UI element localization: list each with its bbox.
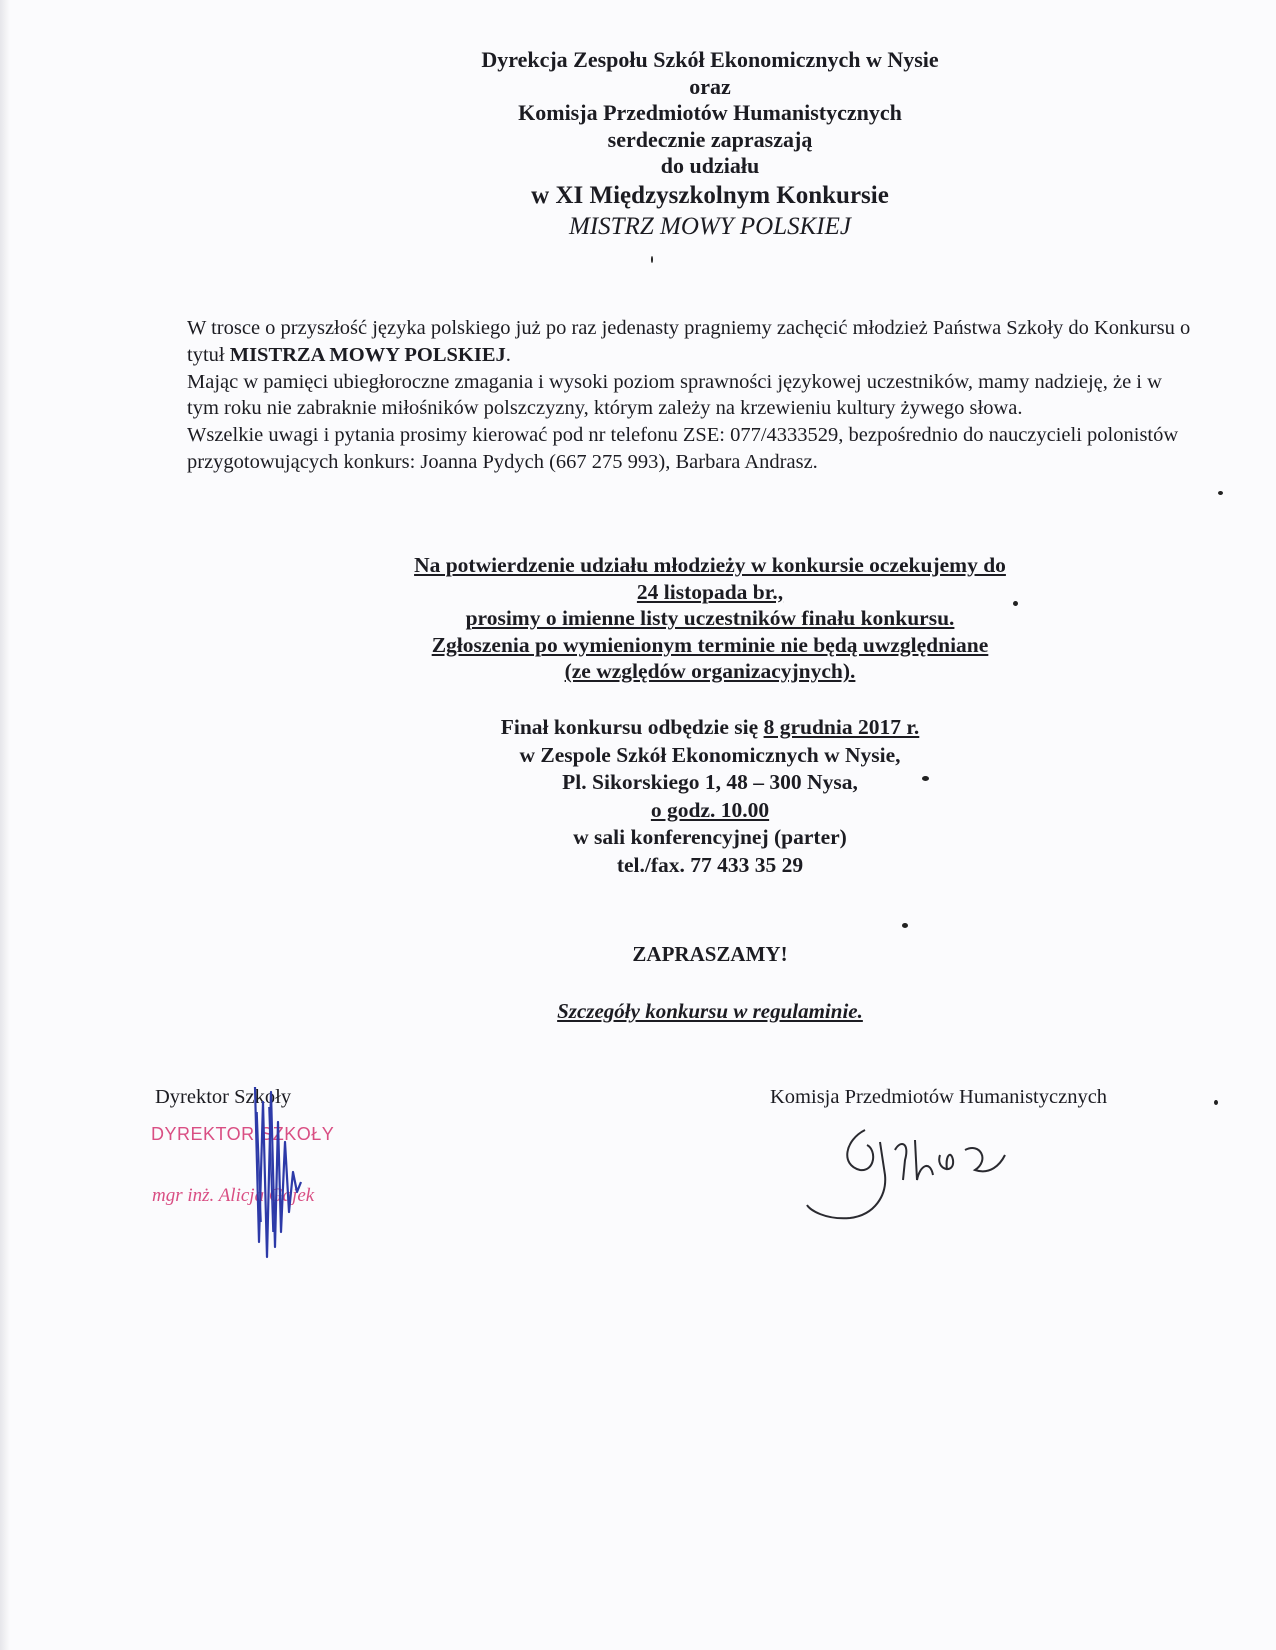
stamp-name: mgr inż. Alicja Gajek [152, 1185, 315, 1206]
scan-speck [651, 256, 653, 263]
final-line-1 [0, 714, 1276, 742]
header-line-4: serdecznie zapraszają [607, 126, 813, 152]
confirm-line-1: Na potwierdzenie udziału młodzieży w konkursie oczekujemy do [414, 553, 1006, 577]
final-line-2: w Zespole Szkół Ekonomicznych w Nysie, [519, 742, 901, 767]
scan-speck [902, 923, 908, 928]
paragraph-1-bold: MISTRZA MOWY POLSKIEJ [229, 343, 506, 366]
director-signature [215, 1082, 325, 1272]
contest-title: MISTRZ MOWY POLSKIEJ [569, 212, 851, 240]
scan-speck [922, 776, 929, 781]
header-line-2: oraz [689, 73, 731, 99]
final-line-5: w sali konferencyjnej (parter) [573, 825, 847, 849]
director-label: Dyrektor Szkoły [155, 1086, 292, 1108]
scan-speck [1218, 491, 1223, 495]
confirm-line-4: Zgłoszenia po wymienionym terminie nie będą uwzględniane [431, 632, 989, 657]
confirmation-notice [0, 552, 1276, 685]
final-time: o godz. 10.00 [650, 797, 770, 822]
scan-speck [1214, 1100, 1218, 1105]
paragraph-2: Mając w pamięci ubiegłoroczne zmagania i wysoki poziom sprawności językowej uczestników, mamy nadzieję, że i w tym roku nie zabraknie miłośników polszczyzny, którym zależy na krzewieniu kultury żywego słowa. [187, 370, 1162, 420]
invite-text: ZAPRASZAMY! [632, 942, 788, 966]
confirm-line-2: 24 listopada br., [636, 579, 784, 604]
final-line-4-wrap [0, 797, 1276, 825]
paragraph-3: Wszelkie uwagi i pytania prosimy kierować pod nr telefonu ZSE: 077/4333529, bezpośrednio do nauczycieli polonistów przygotowujących konkurs: Joanna Pydych (667 275 993), Barbara Andrasz. [187, 424, 1179, 473]
final-line-3: Pl. Sikorskiego 1, 48 – 300 Nysa, [562, 770, 858, 794]
invitation-body [117, 315, 1197, 476]
regulations-note: Szczegóły konkursu w regulaminie. [557, 999, 863, 1023]
header-line-6: w XI Międzyszkolnym Konkursie [531, 181, 889, 209]
header-line-5: do udziału [660, 153, 760, 178]
committee-signature [805, 1120, 1045, 1230]
stamp-title: DYREKTOR SZKOŁY [151, 1124, 335, 1144]
final-date: 8 grudnia 2017 r. [763, 715, 920, 739]
confirm-line-5: (ze względów organizacyjnych). [564, 659, 856, 683]
final-line-1-start: Finał konkursu odbędzie się [500, 715, 764, 739]
paragraph-1-end: . [505, 343, 511, 366]
final-line-6: tel./fax. 77 433 35 29 [616, 852, 804, 877]
final-details [0, 714, 1276, 879]
invitation-header [0, 47, 1276, 242]
paragraph-1 [117, 315, 1197, 369]
scan-speck [1013, 601, 1018, 606]
header-line-1: Dyrekcja Zespołu Szkół Ekonomicznych w Nysie [481, 47, 939, 72]
header-line-3: Komisja Przedmiotów Humanistycznych [518, 100, 902, 125]
confirm-line-3: prosimy o imienne listy uczestników finału konkursu. [465, 606, 955, 630]
committee-label: Komisja Przedmiotów Humanistycznych [770, 1086, 1108, 1108]
paragraph-1-start: W trosce o przyszłość języka polskiego już po raz jedenasty pragniemy zachęcić młodzież Państwa Szkoły do Konkursu o tytuł [187, 317, 1191, 366]
